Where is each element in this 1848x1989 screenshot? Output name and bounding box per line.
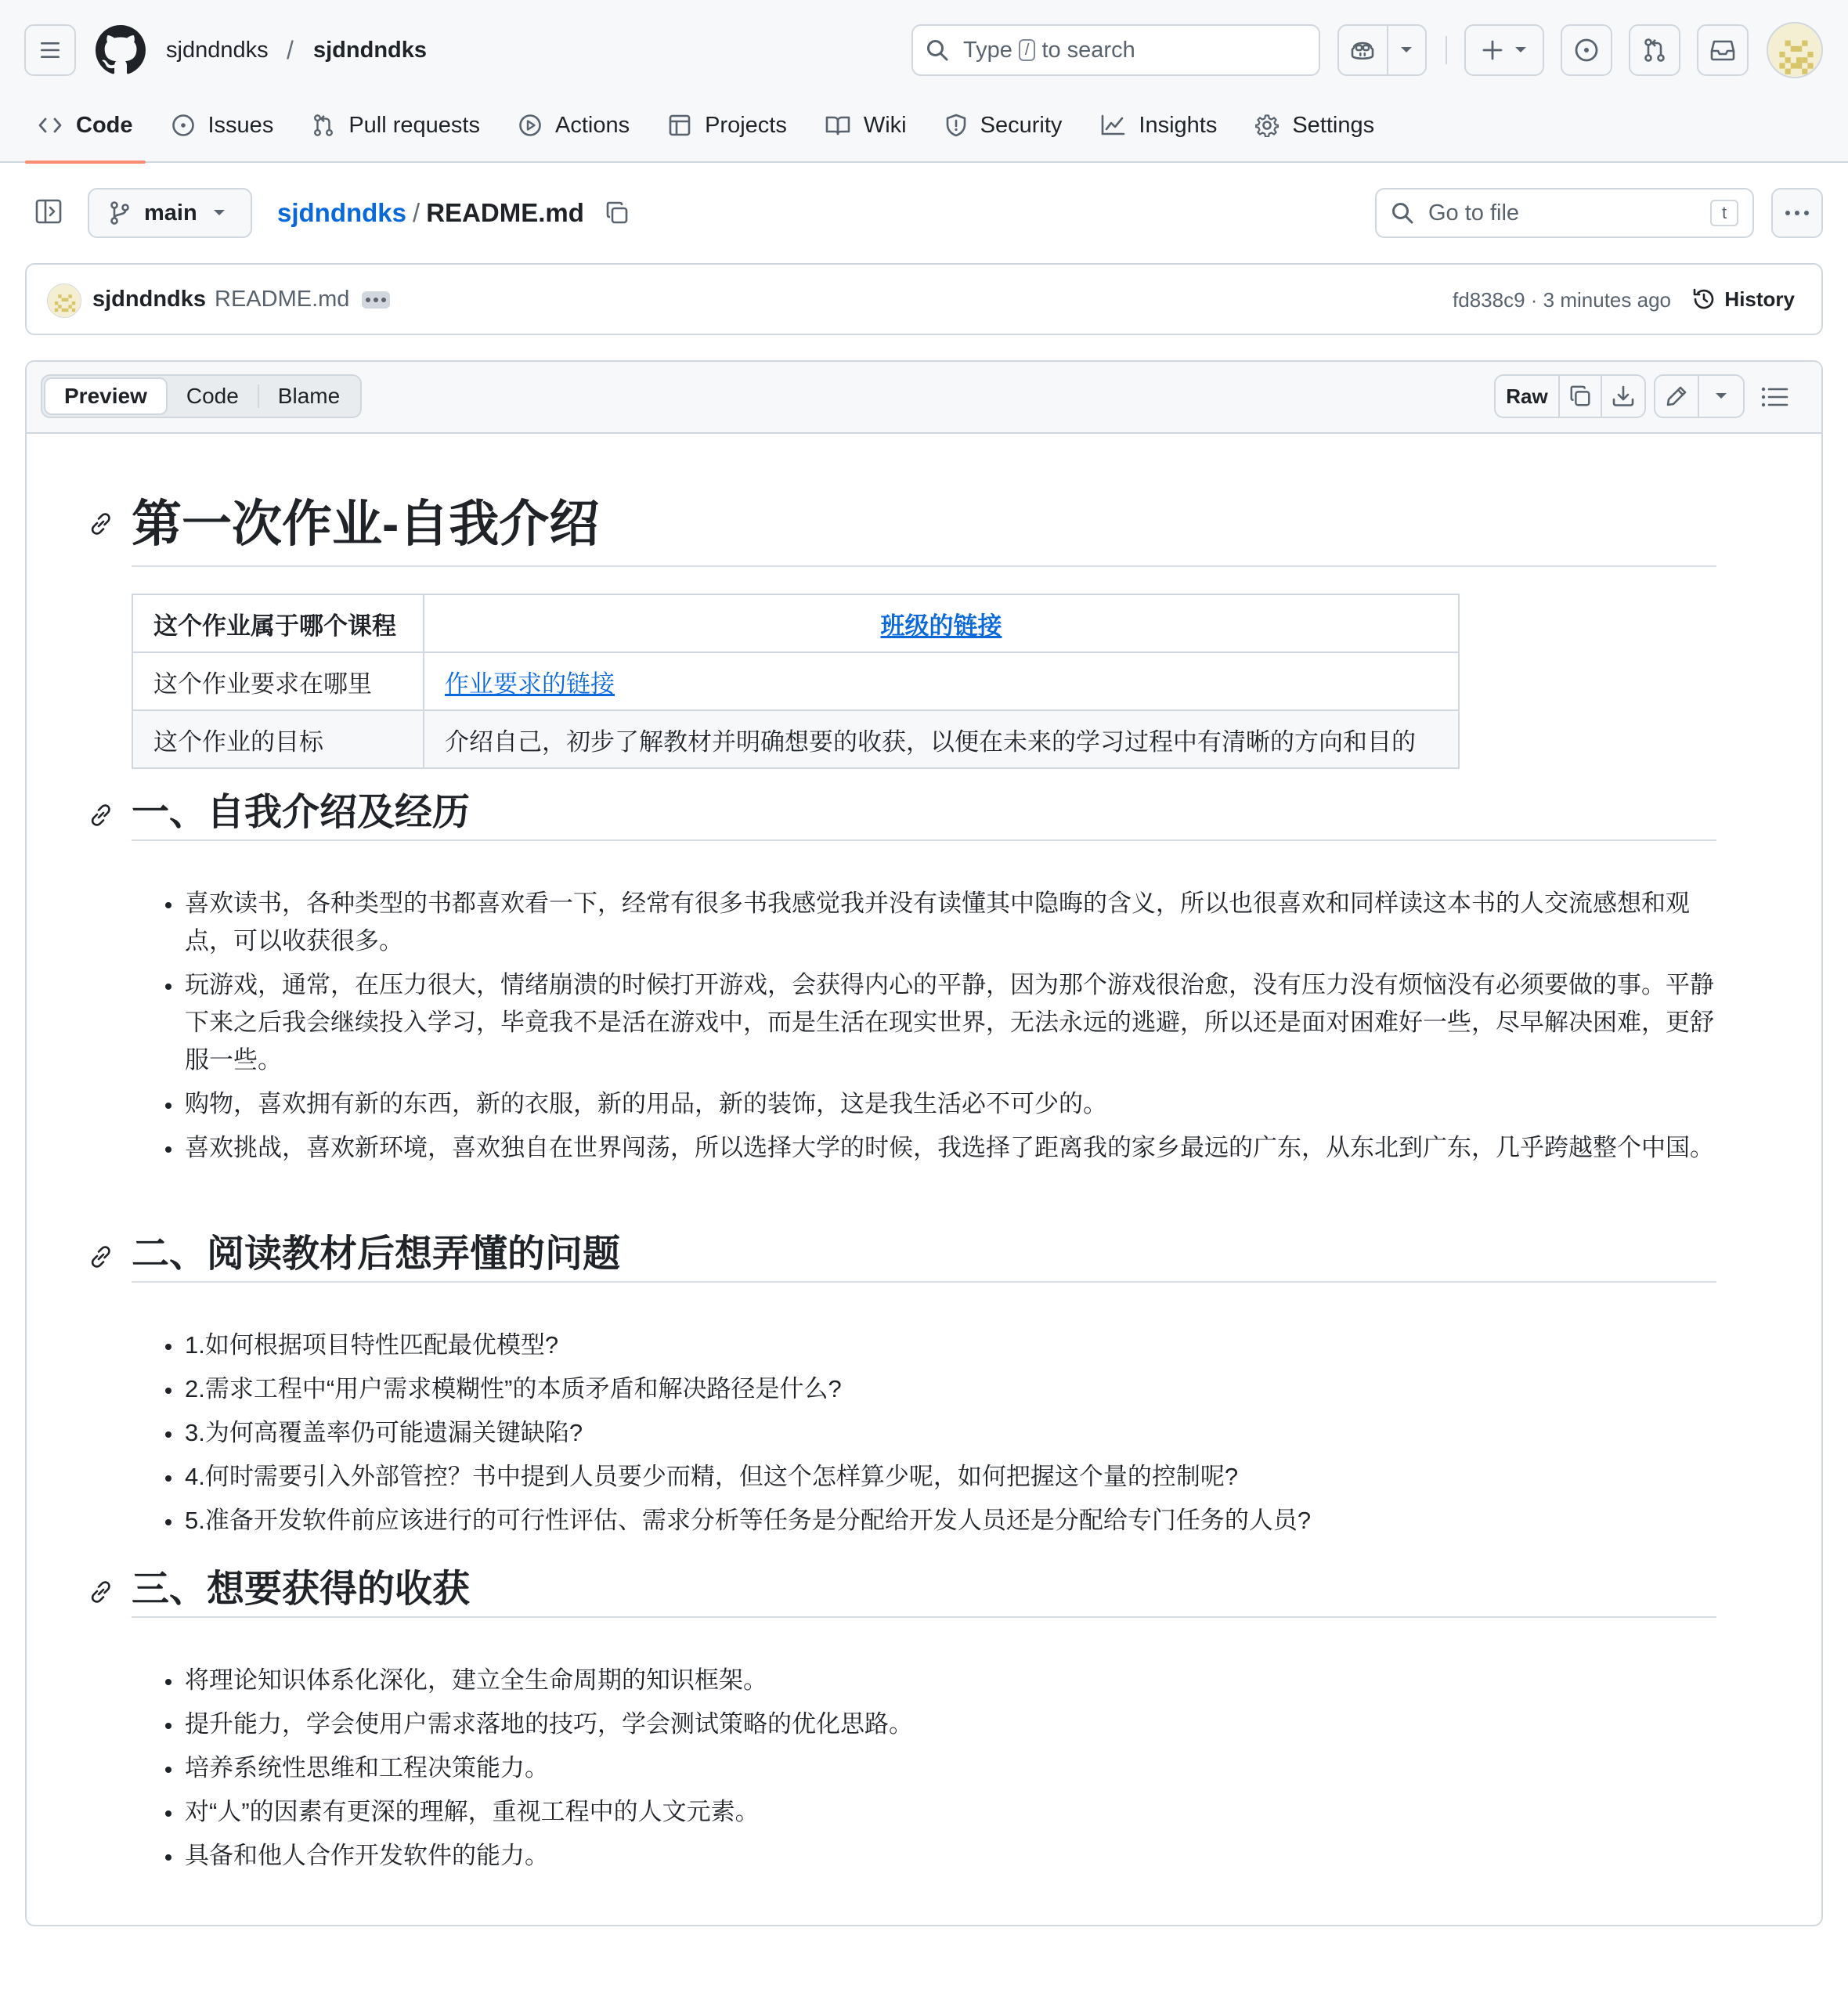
git-pull-request-icon xyxy=(312,114,335,137)
link-icon[interactable] xyxy=(88,802,114,828)
homework-info-table xyxy=(132,594,1460,769)
book-icon xyxy=(825,114,850,136)
table-icon xyxy=(668,114,691,137)
question-list xyxy=(183,1327,1726,1546)
inbox-button[interactable] xyxy=(1697,24,1749,76)
history-button[interactable] xyxy=(1691,282,1795,316)
graph-icon xyxy=(1100,114,1125,136)
download-icon xyxy=(1612,384,1635,408)
identicon-icon xyxy=(48,284,81,318)
file-path xyxy=(277,196,630,230)
identicon-icon xyxy=(1768,23,1823,78)
table-cell: 这个作业要求在哪里 xyxy=(132,652,424,710)
inbox-icon xyxy=(1710,38,1735,62)
table-cell: 这个作业的目标 xyxy=(132,710,424,768)
shield-icon xyxy=(945,114,967,137)
commit-author-avatar[interactable] xyxy=(47,283,81,318)
global-header xyxy=(0,0,1848,163)
list-item: • 培养系统性思维和工程决策能力。 xyxy=(183,1749,1726,1787)
list-item: • 喜欢挑战，喜欢新环境，喜欢独自在世界闯荡，所以选择大学的时候，我选择了距离我的家乡最远的广东，从东北到广东，几乎跨越整个中国。 xyxy=(183,1129,1726,1167)
requirement-link[interactable]: 作业要求的链接 xyxy=(445,670,615,698)
tab-issues-label: Issues xyxy=(208,112,274,138)
your-issues-button[interactable] xyxy=(1561,24,1612,76)
readme-title-text: 第一次作业-自我介绍 xyxy=(132,496,600,552)
search-prefix: Type xyxy=(963,37,1012,63)
tab-insights-label: Insights xyxy=(1139,112,1218,138)
more-options-button[interactable] xyxy=(1771,188,1823,238)
readme-title xyxy=(132,481,1716,567)
list-item: • 购物，喜欢拥有新的东西，新的衣服，新的用品，新的装饰，这是我生活必不可少的。 xyxy=(183,1085,1726,1123)
section-heading xyxy=(132,1561,1716,1618)
search-icon xyxy=(1391,201,1414,225)
tab-actions-label: Actions xyxy=(554,112,630,138)
section-heading xyxy=(132,1226,1716,1283)
commit-message[interactable]: README.md xyxy=(215,287,350,312)
list-item: • 喜欢读书，各种类型的书都喜欢看一下，经常有很多书我感觉我并没有读懂其中隐晦的含义，所以也很喜欢和同样读这本书的人交流感想和观点，可以收获很多。 xyxy=(183,885,1726,960)
history-icon xyxy=(1691,287,1716,312)
code-icon xyxy=(38,115,63,135)
plus-icon xyxy=(1482,39,1503,61)
table-row xyxy=(132,594,1459,652)
go-to-file-shortcut: t xyxy=(1710,200,1738,226)
tab-security[interactable] xyxy=(933,100,1075,150)
search-suffix: to search xyxy=(1041,37,1135,63)
copilot-icon xyxy=(1349,38,1376,62)
commit-author[interactable]: sjdndndks xyxy=(92,287,207,312)
search-input[interactable] xyxy=(911,24,1320,76)
github-logo-icon[interactable] xyxy=(96,25,146,75)
tab-pull-requests[interactable] xyxy=(299,100,493,150)
copy-path-icon[interactable] xyxy=(605,200,630,226)
hamburger-icon xyxy=(38,40,62,60)
list-item: • 玩游戏，通常，在压力很大，情绪崩溃的时候打开游戏，会获得内心的平静，因为那个游戏很治愈，没有压力没有烦恼没有必须要做的事。平静下来之后我会继续投入学习，毕竟我不是活在游戏中，而是生活在现实世界，无法永远的逃避，所以还是面对困难好一些，尽早解决困难，更舒服一些。 xyxy=(183,966,1726,1079)
tab-settings-label: Settings xyxy=(1292,112,1375,138)
commit-details-toggle[interactable] xyxy=(362,291,390,309)
link-icon[interactable] xyxy=(88,1579,114,1605)
view-mode-segmented-control xyxy=(41,374,362,418)
tab-insights[interactable] xyxy=(1088,100,1229,150)
tab-preview[interactable]: Preview xyxy=(44,377,168,415)
caret-down-icon xyxy=(1400,46,1413,54)
caret-down-icon xyxy=(213,209,226,217)
copilot-button[interactable] xyxy=(1339,26,1388,74)
section-heading-text: 二、阅读教材后想弄懂的问题 xyxy=(132,1233,621,1275)
edit-file-button[interactable] xyxy=(1655,376,1699,417)
repo-nav xyxy=(25,100,1400,163)
tab-code-label: Code xyxy=(76,112,133,138)
branch-name: main xyxy=(144,200,197,226)
edit-actions-group xyxy=(1654,374,1745,418)
table-row xyxy=(132,652,1459,710)
list-item: • 5.准备开发软件前应该进行的可行性评估、需求分析等任务是分配给开发人员还是分配给专门任务的人员? xyxy=(183,1502,1726,1540)
list-item: • 提升能力，学会使用户需求落地的技巧，学会测试策略的优化思路。 xyxy=(183,1706,1726,1743)
tab-settings[interactable] xyxy=(1243,100,1387,150)
tab-wiki-label: Wiki xyxy=(863,112,907,138)
header-divider xyxy=(1446,36,1447,64)
pencil-icon xyxy=(1665,384,1688,408)
sidepanel-expand-icon[interactable] xyxy=(34,197,63,226)
gear-icon xyxy=(1255,114,1279,137)
kebab-horizontal-icon xyxy=(1785,210,1810,216)
section-heading xyxy=(132,785,1716,841)
create-new-button[interactable] xyxy=(1464,24,1544,76)
copy-raw-button[interactable] xyxy=(1560,376,1602,417)
git-pull-request-icon xyxy=(1642,38,1667,63)
table-cell xyxy=(424,594,1459,652)
commit-meta[interactable]: fd838c9 · 3 minutes ago xyxy=(1453,288,1671,312)
caret-down-icon xyxy=(1514,46,1527,54)
link-icon[interactable] xyxy=(88,1244,114,1270)
breadcrumb-owner[interactable]: sjdndndks xyxy=(166,38,269,63)
table-cell: 介绍自己，初步了解教材并明确想要的收获，以便在未来的学习过程中有清晰的方向和目的 xyxy=(424,710,1459,768)
tab-pull-requests-label: Pull requests xyxy=(348,112,480,138)
path-repo-link[interactable]: sjdndndks xyxy=(277,198,407,227)
tab-wiki[interactable] xyxy=(813,100,919,150)
tab-actions[interactable] xyxy=(506,100,642,150)
table-cell: 这个作业属于哪个课程 xyxy=(132,594,424,652)
list-item: • 2.需求工程中“用户需求模糊性”的本质矛盾和解决路径是什么? xyxy=(183,1370,1726,1408)
tab-blame[interactable]: Blame xyxy=(277,384,341,408)
user-avatar[interactable] xyxy=(1767,22,1823,78)
path-separator: / xyxy=(413,198,420,227)
download-raw-button[interactable] xyxy=(1602,376,1644,417)
list-item: • 对“人”的因素有更深的理解，重视工程中的人文元素。 xyxy=(183,1793,1726,1831)
list-item: • 将理论知识体系化深化，建立全生命周期的知识框架。 xyxy=(183,1662,1726,1699)
go-to-file-input[interactable] xyxy=(1375,188,1754,238)
goal-list xyxy=(183,1662,1726,1881)
list-item: • 具备和他人合作开发软件的能力。 xyxy=(183,1837,1726,1875)
path-file-name: README.md xyxy=(426,198,584,227)
tab-code-view[interactable]: Code xyxy=(186,384,239,408)
table-row xyxy=(132,710,1459,768)
copilot-dropdown[interactable] xyxy=(1388,26,1425,74)
copy-icon xyxy=(1568,384,1592,408)
menu-button[interactable] xyxy=(24,24,76,76)
tab-projects-label: Projects xyxy=(705,112,787,138)
raw-actions-group xyxy=(1494,374,1646,418)
table-of-contents-icon[interactable] xyxy=(1760,385,1788,409)
history-label: History xyxy=(1724,287,1795,311)
class-link[interactable]: 班级的链接 xyxy=(880,612,1002,640)
list-item: • 3.为何高覆盖率仍可能遗漏关键缺陷? xyxy=(183,1414,1726,1452)
breadcrumb-repo[interactable]: sjdndndks xyxy=(313,38,428,63)
list-item: • 1.如何根据项目特性匹配最优模型? xyxy=(183,1327,1726,1364)
edit-options-dropdown[interactable] xyxy=(1699,376,1743,417)
branch-selector[interactable] xyxy=(88,188,252,238)
file-viewer-toolbar xyxy=(27,362,1821,434)
issue-opened-icon xyxy=(171,114,195,137)
file-viewer xyxy=(25,360,1823,1926)
your-pull-requests-button[interactable] xyxy=(1629,24,1680,76)
play-icon xyxy=(518,114,542,137)
copilot-button-group xyxy=(1337,24,1427,76)
section-heading-text: 三、想要获得的收获 xyxy=(132,1568,471,1610)
tab-issues[interactable] xyxy=(159,100,287,150)
hobby-list xyxy=(183,885,1726,1173)
table-cell xyxy=(424,652,1459,710)
tab-security-label: Security xyxy=(980,112,1063,138)
latest-commit-box xyxy=(25,263,1823,335)
raw-button[interactable]: Raw xyxy=(1496,376,1560,417)
link-icon[interactable] xyxy=(88,511,114,537)
list-item: • 4.何时需要引入外部管控？书中提到人员要少而精，但这个怎样算少呢，如何把握这个量的控制呢? xyxy=(183,1458,1726,1496)
breadcrumb-separator: / xyxy=(287,36,294,64)
issue-opened-icon xyxy=(1574,38,1599,63)
tab-projects[interactable] xyxy=(655,100,799,150)
git-branch-icon xyxy=(110,200,130,226)
go-to-file-placeholder: Go to file xyxy=(1428,200,1520,226)
caret-down-icon xyxy=(1715,392,1727,400)
search-shortcut-key: / xyxy=(1019,39,1036,61)
search-icon xyxy=(926,38,949,62)
section-heading-text: 一、自我介绍及经历 xyxy=(132,792,471,833)
tab-code[interactable] xyxy=(25,100,146,150)
